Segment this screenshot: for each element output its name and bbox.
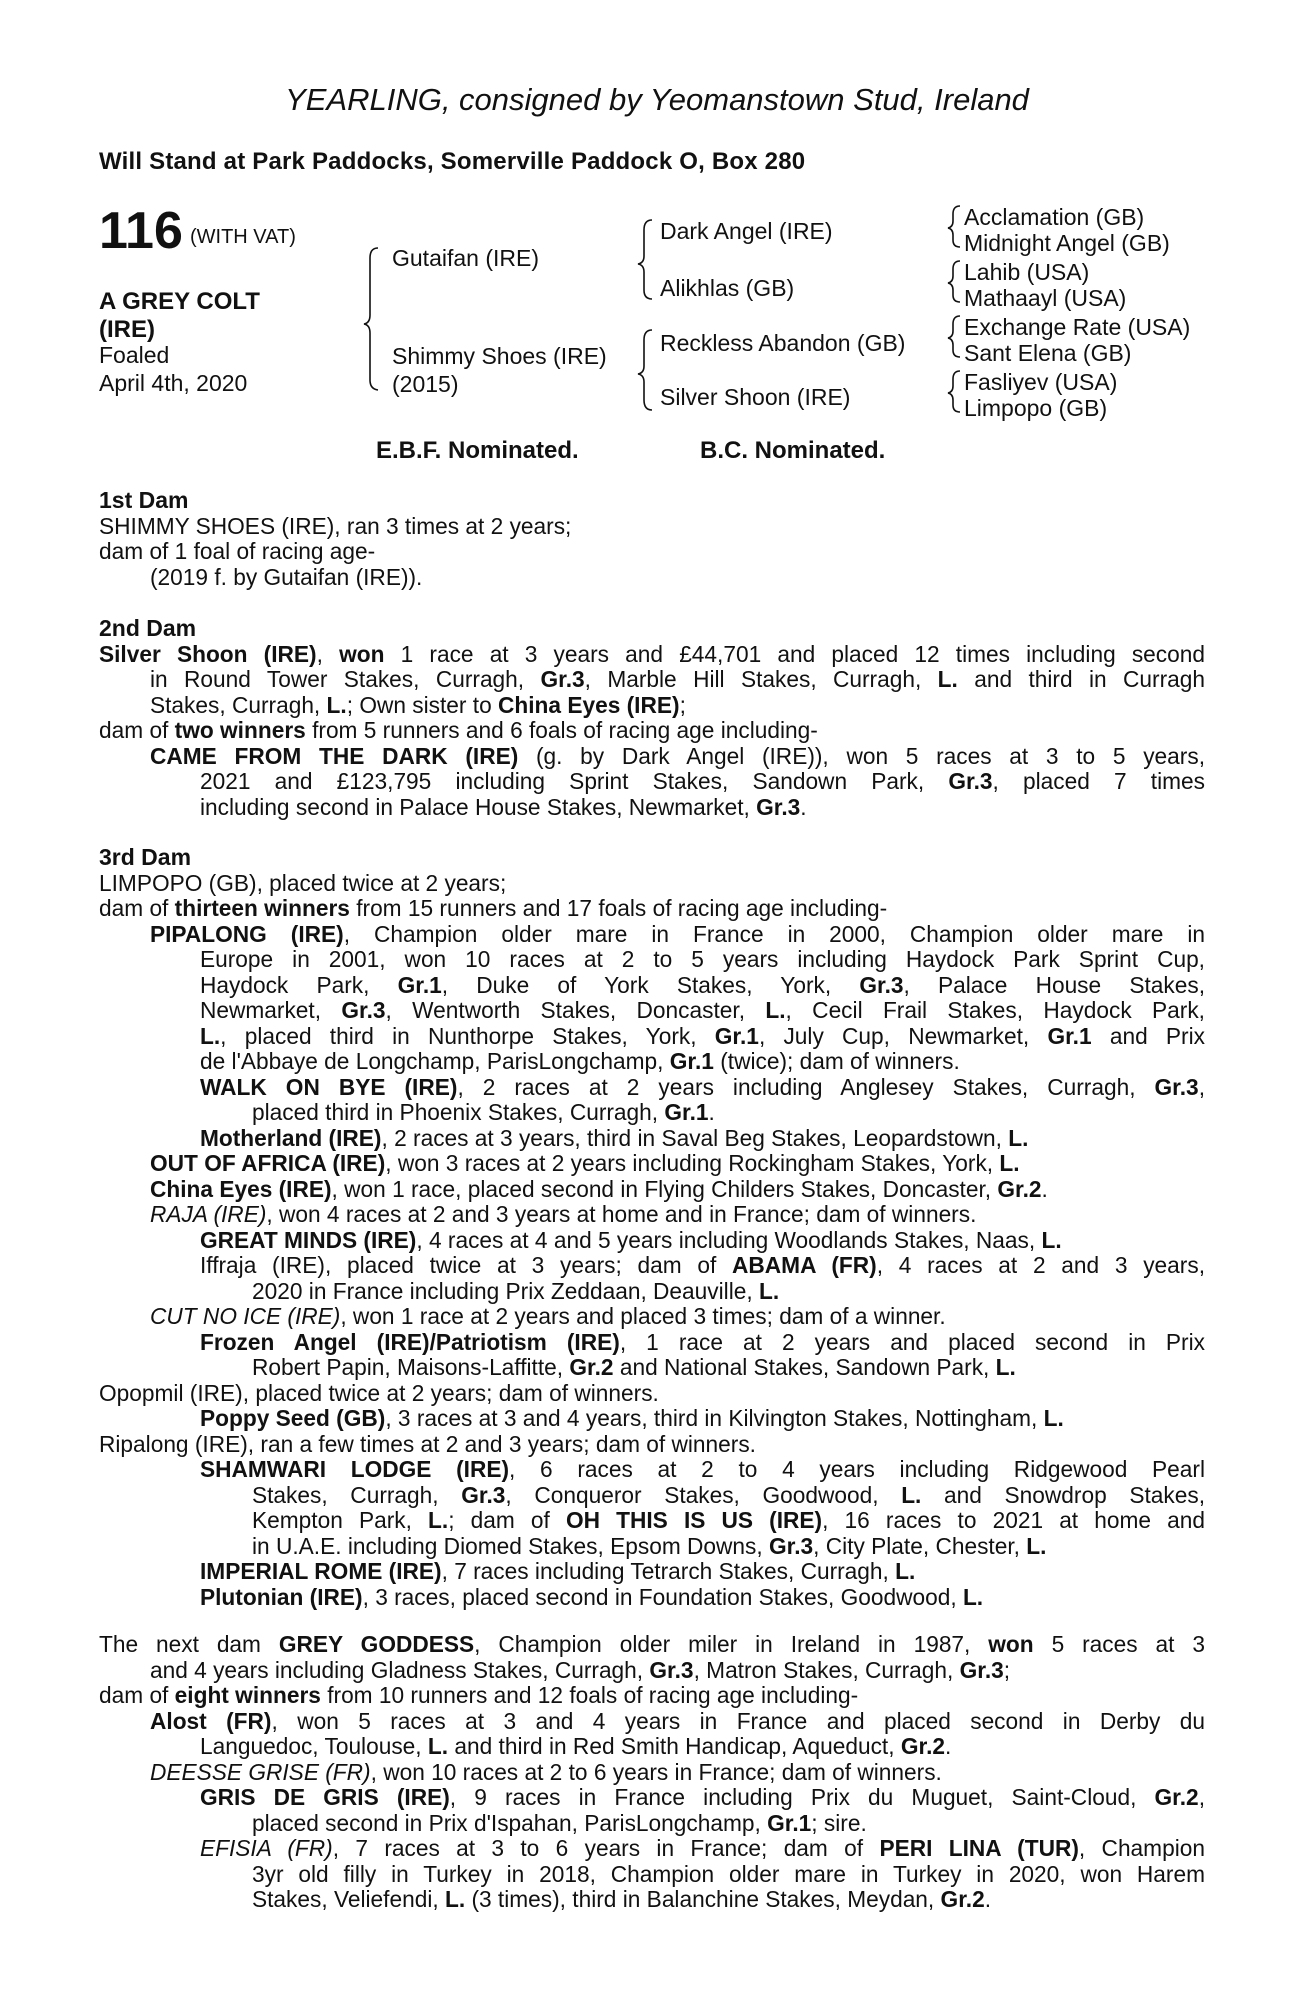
ggs-3: Lahib (USA) (964, 259, 1090, 285)
text-run: , placed third in Nunthorpe Stakes, York, (220, 1022, 715, 1049)
text-run: Gr.1 (669, 1048, 714, 1074)
third-dam-line (99, 1585, 1205, 1611)
second-dam-line (99, 744, 1205, 770)
third-dam-line (99, 1126, 1205, 1152)
text-run: Gr.3 (769, 1532, 814, 1559)
text-run: , placed 7 times (992, 768, 1206, 794)
text-run: from 10 runners and 12 foals of racing age including- (320, 1682, 859, 1708)
text-run: L. (901, 1481, 922, 1508)
third-dam-line (99, 1304, 1205, 1330)
third-dam-line (99, 1228, 1205, 1254)
dam: Shimmy Shoes (IRE) (392, 343, 607, 369)
third-dam-line (99, 871, 1205, 897)
text-run: . (945, 1733, 952, 1759)
text-run: The next dam (99, 1631, 279, 1657)
text-run: eight winners (174, 1682, 321, 1708)
text-run: L. (427, 1733, 449, 1759)
text-run: , 16 races to 2021 at home and (822, 1507, 1205, 1533)
third-dam-line (99, 896, 1205, 922)
next-dam-line (99, 1785, 1205, 1811)
next-dam-line (99, 1658, 1205, 1684)
text-run: Gr.1 (767, 1809, 812, 1836)
second-dam-line (99, 642, 1205, 668)
next-dam-line (99, 1836, 1205, 1862)
dam-dam: Silver Shoon (IRE) (660, 384, 851, 410)
next-dam-line (99, 1887, 1205, 1913)
third-dam-line (99, 1381, 1205, 1407)
text-run: 5 races at 3 (1033, 1631, 1205, 1657)
text-run: , Cecil Frail Stakes, Haydock Park, (785, 997, 1205, 1023)
text-run: placed third in Phoenix Stakes, Curragh, (252, 1099, 665, 1125)
text-run: , Conqueror Stakes, Goodwood, (505, 1481, 902, 1508)
third-dam-line (99, 1534, 1205, 1560)
text-run: PIPALONG (IRE) (150, 920, 344, 947)
text-run: L. (999, 1150, 1020, 1176)
text-run: , 3 races, placed second in Foundation Stakes, Goodwood, (362, 1583, 963, 1610)
text-run: L. (1043, 1405, 1064, 1431)
text-run: , (1198, 1073, 1205, 1100)
ggs-6: Sant Elena (GB) (964, 340, 1132, 366)
text-run: , 1 race at 2 years and placed second in Prix (619, 1328, 1205, 1355)
text-run: Gr.3 (540, 666, 585, 692)
ggs-1: Acclamation (GB) (964, 204, 1145, 230)
text-run: L. (1008, 1124, 1029, 1151)
colt-breeding-country: (IRE) (99, 316, 155, 343)
text-run: Ripalong (IRE), ran a few times at 2 and 3 years; dam of winners. (99, 1430, 756, 1457)
text-run: 3yr old filly in Turkey in 2018, Champion older mare in Turkey in 2020, won Harem (252, 1860, 1205, 1887)
text-run: Iffraja (IRE), placed twice at 3 years; dam of (200, 1252, 733, 1278)
text-run: and Prix (1091, 1022, 1205, 1049)
text-run: Gr.2 (1154, 1784, 1199, 1810)
text-run: ; sire. (811, 1809, 867, 1836)
text-run: , won 10 races at 2 to 6 years in France; dam of winners. (370, 1758, 942, 1785)
text-run: thirteen winners (174, 895, 350, 921)
text-run: , 2 races at 3 years, third in Saval Beg Stakes, Leopardstown, (381, 1124, 1009, 1151)
text-run: , 9 races in France including Prix du Muguet, Saint-Cloud, (449, 1784, 1155, 1810)
text-run: ; (1003, 1656, 1011, 1683)
text-run: and National Stakes, Sandown Park, (613, 1354, 996, 1380)
text-run: , won 4 races at 2 and 3 years at home and in France; dam of winners. (266, 1201, 977, 1227)
catalogue-header: YEARLING, consigned by Yeomanstown Stud, Ireland (285, 82, 1029, 117)
second-dam-line (99, 795, 1205, 821)
text-run: , won 5 races at 3 and 4 years in France and placed second in Derby du (271, 1707, 1206, 1734)
third-dam-line (99, 1483, 1205, 1509)
text-run: L. (1026, 1532, 1047, 1559)
text-run: in Round Tower Stakes, Curragh, (150, 666, 541, 692)
text-run: GREY GODDESS (278, 1631, 475, 1657)
third-dam-line (99, 1330, 1205, 1356)
text-run: GREAT MINDS (IRE) (200, 1226, 417, 1253)
text-run: , Champion (1078, 1835, 1205, 1861)
text-run: Gr.3 (959, 1656, 1004, 1683)
text-run: L. (995, 1354, 1016, 1380)
text-run: L. (758, 1277, 780, 1304)
text-run: LIMPOPO (GB), placed twice at 2 years; (99, 869, 507, 896)
text-run: Gr.3 (859, 971, 904, 998)
text-run: , 2 races at 2 years including Anglesey Stakes, Curragh, (457, 1073, 1155, 1100)
text-run: (twice); dam of winners. (713, 1048, 960, 1074)
text-run: Newmarket, (200, 997, 342, 1023)
text-run: L. (937, 666, 958, 692)
text-run: two winners (174, 717, 306, 743)
third-dam-line (99, 1151, 1205, 1177)
third-dam-line (99, 1024, 1205, 1050)
text-run: Gr.3 (461, 1481, 506, 1508)
text-run: L. (962, 1583, 984, 1610)
foaled-date: April 4th, 2020 (99, 370, 248, 396)
text-run: , 3 races at 3 and 4 years, third in Kilvington Stakes, Nottingham, (385, 1405, 1044, 1431)
text-run: Gr.2 (900, 1733, 945, 1759)
third-dam-line (99, 998, 1205, 1024)
text-run: won (339, 640, 385, 667)
text-run: , Duke of York Stakes, York, (441, 971, 860, 998)
first-dam-line: dam of 1 foal of racing age- (99, 538, 376, 564)
text-run: , Marble Hill Stakes, Curragh, (584, 666, 938, 692)
stand-location: Will Stand at Park Paddocks, Somerville Paddock O, Box 280 (99, 148, 806, 175)
third-dam-section (99, 845, 1205, 1610)
text-run: China Eyes (IRE) (498, 691, 680, 718)
text-run: Gr.1 (397, 971, 442, 998)
text-run: 1 race at 3 years and £44,701 and placed 12 times including second (384, 640, 1205, 667)
text-run: , 4 races at 4 and 5 years including Woodlands Stakes, Naas, (416, 1226, 1042, 1253)
second-dam-line (99, 667, 1205, 693)
third-dam-line (99, 947, 1205, 973)
text-run: . (1041, 1175, 1048, 1202)
second-dam-line (99, 769, 1205, 795)
text-run: dam of (99, 717, 175, 743)
next-dam-section (99, 1632, 1205, 1913)
text-run: , City Plate, Chester, (813, 1532, 1027, 1559)
sire-sire: Dark Angel (IRE) (660, 218, 833, 244)
bc-nomination: B.C. Nominated. (700, 437, 886, 464)
foaled-label: Foaled (99, 342, 170, 368)
text-run: WALK ON BYE (IRE) (200, 1073, 458, 1100)
text-run: Gr.1 (1047, 1022, 1092, 1049)
text-run: Haydock Park, (200, 971, 398, 998)
text-run: CAME FROM THE DARK (IRE) (150, 742, 519, 769)
third-dam-line (99, 1253, 1205, 1279)
text-run: . (984, 1886, 992, 1912)
next-dam-line (99, 1811, 1205, 1837)
text-run: Gr.2 (940, 1886, 985, 1912)
text-run: Kempton Park, (252, 1507, 429, 1533)
second-dam-line (99, 693, 1205, 719)
text-run: and 4 years including Gladness Stakes, Curragh, (150, 1656, 650, 1683)
ggs-2: Midnight Angel (GB) (964, 230, 1170, 256)
text-run: Frozen Angel (IRE)/Patriotism (IRE) (200, 1328, 620, 1355)
dam-sire: Reckless Abandon (GB) (660, 330, 906, 356)
text-run: 2020 in France including Prix Zeddaan, Deauville, (252, 1277, 759, 1304)
text-run: EFISIA (FR) (200, 1835, 333, 1861)
third-dam-line (99, 1100, 1205, 1126)
text-run: including second in Palace House Stakes, Newmarket, (200, 793, 757, 820)
text-run: , (316, 640, 340, 667)
text-run: in U.A.E. including Diomed Stakes, Epsom Downs, (252, 1532, 769, 1559)
third-dam-line (99, 1559, 1205, 1585)
sire: Gutaifan (IRE) (392, 245, 539, 271)
text-run: ; (679, 691, 686, 718)
text-run: Gr.2 (569, 1354, 614, 1380)
third-dam-line (99, 1075, 1205, 1101)
text-run: , won 1 race, placed second in Flying Childers Stakes, Doncaster, (331, 1175, 998, 1202)
text-run: and third in Curragh (957, 666, 1205, 692)
first-dam-section (99, 488, 1205, 590)
text-run: Gr.3 (1154, 1073, 1199, 1100)
third-dam-heading: 3rd Dam (99, 844, 192, 870)
text-run: IMPERIAL ROME (IRE) (200, 1558, 442, 1584)
third-dam-line (99, 1049, 1205, 1075)
text-run: Gr.1 (664, 1099, 709, 1125)
text-run: , won 1 race at 2 years and placed 3 times; dam of a winner. (340, 1303, 946, 1329)
third-dam-line (99, 922, 1205, 948)
text-run: , 7 races including Tetrarch Stakes, Curragh, (441, 1558, 896, 1584)
text-run: L. (765, 997, 786, 1023)
text-run: , Wentworth Stakes, Doncaster, (385, 997, 766, 1023)
lot-number: 116 (99, 202, 183, 260)
third-dam-line (99, 1432, 1205, 1458)
text-run: GRIS DE GRIS (IRE) (200, 1784, 450, 1810)
colt-description: A GREY COLT (99, 288, 260, 315)
text-run: won (988, 1631, 1034, 1657)
third-dam-line (99, 1508, 1205, 1534)
text-run: Gr.3 (948, 768, 993, 794)
sire-dam: Alikhlas (GB) (660, 275, 795, 301)
text-run: . (708, 1099, 715, 1125)
text-run: Plutonian (IRE) (200, 1583, 363, 1610)
next-dam-line (99, 1734, 1205, 1760)
text-run: , Matron Stakes, Curragh, (693, 1656, 960, 1683)
second-dam-section (99, 616, 1205, 820)
text-run: de l'Abbaye de Longchamp, ParisLongchamp, (200, 1048, 670, 1074)
text-run: L. (326, 691, 347, 718)
third-dam-line (99, 1355, 1205, 1381)
text-run: Alost (FR) (150, 1707, 272, 1734)
text-run: placed second in Prix d'Ispahan, ParisLongchamp, (252, 1809, 768, 1836)
second-dam-heading: 2nd Dam (99, 615, 197, 641)
text-run: Stakes, Curragh, (150, 691, 327, 718)
text-run: L. (444, 1886, 466, 1912)
text-run: L. (428, 1507, 449, 1533)
text-run: DEESSE GRISE (FR) (150, 1758, 371, 1785)
text-run: ABAMA (FR) (732, 1252, 877, 1278)
text-run: , (1198, 1784, 1205, 1810)
text-run: Motherland (IRE) (200, 1124, 382, 1151)
text-run: Gr.3 (649, 1656, 694, 1683)
text-run: , Champion older mare in France in 2000, Champion older mare in (343, 920, 1205, 947)
ggs-7: Fasliyev (USA) (964, 369, 1118, 395)
text-run: dam of (99, 895, 175, 921)
next-dam-line (99, 1760, 1205, 1786)
third-dam-line (99, 1457, 1205, 1483)
third-dam-line (99, 1279, 1205, 1305)
text-run: , 7 races at 3 to 6 years in France; dam of (332, 1835, 880, 1861)
text-run: RAJA (IRE) (150, 1201, 267, 1227)
text-run: L. (895, 1558, 916, 1584)
ggs-4: Mathaayl (USA) (964, 285, 1127, 311)
text-run: (3 times), third in Balanchine Stakes, Meydan, (465, 1886, 941, 1912)
text-run: from 5 runners and 6 foals of racing age including- (305, 717, 818, 743)
text-run: Gr.2 (997, 1175, 1042, 1202)
ggs-5: Exchange Rate (USA) (964, 314, 1191, 340)
text-run: , won 3 races at 2 years including Rockingham Stakes, York, (385, 1150, 1000, 1176)
text-run: Robert Papin, Maisons-Laffitte, (252, 1354, 570, 1380)
text-run: CUT NO ICE (IRE) (150, 1303, 341, 1329)
dam-foaling-year: (2015) (392, 371, 459, 397)
text-run: ; dam of (448, 1507, 566, 1533)
next-dam-line (99, 1709, 1205, 1735)
text-run: Europe in 2001, won 10 races at 2 to 5 years including Haydock Park Sprint Cup, (200, 946, 1205, 972)
first-dam-line: SHIMMY SHOES (IRE), ran 3 times at 2 years; (99, 512, 572, 539)
ebf-nomination: E.B.F. Nominated. (376, 437, 579, 464)
text-run: Poppy Seed (GB) (200, 1405, 386, 1431)
ggs-8: Limpopo (GB) (964, 395, 1108, 421)
text-run: China Eyes (IRE) (150, 1175, 332, 1202)
text-run: , 4 races at 2 and 3 years, (876, 1252, 1205, 1278)
text-run: , July Cup, Newmarket, (758, 1022, 1048, 1049)
third-dam-line (99, 973, 1205, 999)
text-run: Gr.3 (756, 793, 801, 820)
text-run: (g. by Dark Angel (IRE)), won 5 races at 3 to 5 years, (518, 742, 1205, 769)
third-dam-line (99, 1177, 1205, 1203)
text-run: Languedoc, Toulouse, (200, 1733, 428, 1759)
first-dam-line: (2019 f. by Gutaifan (IRE)). (150, 563, 423, 590)
next-dam-line (99, 1683, 1205, 1709)
next-dam-line (99, 1632, 1205, 1658)
text-run: and third in Red Smith Handicap, Aqueduct, (448, 1733, 901, 1759)
text-run: PERI LINA (TUR) (879, 1835, 1079, 1861)
text-run: dam of (99, 1682, 175, 1708)
third-dam-line (99, 1202, 1205, 1228)
text-run: OUT OF AFRICA (IRE) (150, 1150, 386, 1176)
text-run: Opopmil (IRE), placed twice at 2 years; dam of winners. (99, 1379, 659, 1406)
first-dam-heading: 1st Dam (99, 487, 189, 513)
vat-note: (WITH VAT) (190, 226, 296, 248)
text-run: Gr.1 (714, 1022, 759, 1049)
text-run: , Champion older miler in Ireland in 1987, (474, 1631, 989, 1657)
text-run: SHAMWARI LODGE (IRE) (200, 1456, 510, 1482)
text-run: , 6 races at 2 to 4 years including Ridgewood Pearl (509, 1456, 1205, 1482)
third-dam-line (99, 1406, 1205, 1432)
text-run: and Snowdrop Stakes, (921, 1481, 1205, 1508)
text-run: Stakes, Curragh, (252, 1481, 462, 1508)
text-run: 2021 and £123,795 including Sprint Stakes, Sandown Park, (200, 768, 949, 794)
text-run: ; Own sister to (346, 691, 499, 718)
text-run: from 15 runners and 17 foals of racing age including- (349, 895, 888, 921)
text-run: OH THIS IS US (IRE) (565, 1507, 823, 1533)
second-dam-line (99, 718, 1205, 744)
text-run: Silver Shoon (IRE) (99, 640, 317, 667)
text-run: L. (200, 1022, 221, 1049)
text-run: Gr.3 (341, 997, 386, 1023)
text-run: L. (1041, 1226, 1062, 1253)
text-run: , Palace House Stakes, (903, 971, 1205, 998)
text-run: . (800, 793, 807, 820)
next-dam-line (99, 1862, 1205, 1888)
text-run: Stakes, Veliefendi, (252, 1886, 445, 1912)
